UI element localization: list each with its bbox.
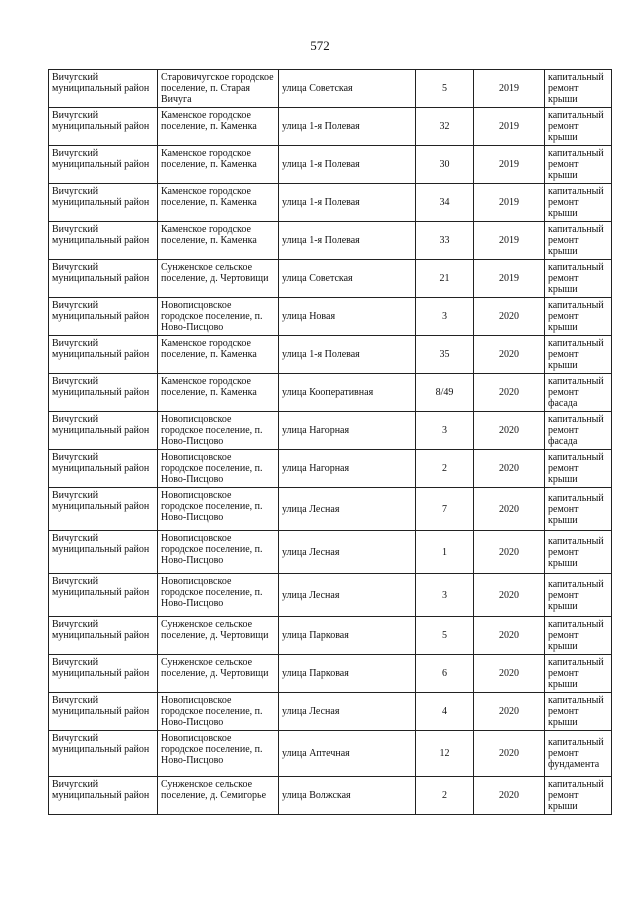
district-cell: Вичугский муниципальный район [49,146,158,184]
district-cell: Вичугский муниципальный район [49,693,158,731]
settlement-cell: Каменское городское поселение, п. Каменка [158,146,279,184]
settlement-cell: Сунженское сельское поселение, д. Чертовищи [158,617,279,655]
work-type-cell: капитальный ремонт крыши [545,336,612,374]
settlement-cell: Сунженское сельское поселение, д. Семигорье [158,777,279,815]
street-cell: улица 1-я Полевая [279,184,416,222]
district-cell: Вичугский муниципальный район [49,488,158,531]
street-cell: улица Лесная [279,488,416,531]
settlement-cell: Новописцовское городское поселение, п. Ново-Писцово [158,298,279,336]
house-number-cell: 35 [416,336,474,374]
work-type-cell: капитальный ремонт крыши [545,450,612,488]
street-cell: улица 1-я Полевая [279,336,416,374]
table-row [49,412,612,450]
work-type-cell: капитальный ремонт крыши [545,108,612,146]
year-cell: 2020 [474,655,545,693]
year-cell: 2019 [474,70,545,108]
table-row [49,222,612,260]
settlement-cell: Новописцовское городское поселение, п. Ново-Писцово [158,574,279,617]
house-number-cell: 3 [416,298,474,336]
work-type-cell: капитальный ремонт крыши [545,70,612,108]
settlement-cell: Новописцовское городское поселение, п. Ново-Писцово [158,531,279,574]
street-cell: улица Лесная [279,574,416,617]
year-cell: 2020 [474,531,545,574]
house-number-cell: 2 [416,450,474,488]
table-row [49,450,612,488]
table-row [49,693,612,731]
house-number-cell: 3 [416,412,474,450]
work-type-cell: капитальный ремонт крыши [545,777,612,815]
work-type-cell: капитальный ремонт фасада [545,412,612,450]
house-number-cell: 7 [416,488,474,531]
street-cell: улица 1-я Полевая [279,222,416,260]
street-cell: улица 1-я Полевая [279,108,416,146]
settlement-cell: Каменское городское поселение, п. Каменка [158,108,279,146]
year-cell: 2020 [474,693,545,731]
settlement-cell: Каменское городское поселение, п. Каменка [158,374,279,412]
district-cell: Вичугский муниципальный район [49,655,158,693]
work-type-cell: капитальный ремонт крыши [545,693,612,731]
works-table-body [49,70,612,815]
district-cell: Вичугский муниципальный район [49,412,158,450]
street-cell: улица Парковая [279,655,416,693]
work-type-cell: капитальный ремонт крыши [545,222,612,260]
table-row [49,298,612,336]
table-row [49,108,612,146]
district-cell: Вичугский муниципальный район [49,731,158,777]
street-cell: улица Волжская [279,777,416,815]
work-type-cell: капитальный ремонт крыши [545,655,612,693]
district-cell: Вичугский муниципальный район [49,70,158,108]
year-cell: 2020 [474,412,545,450]
district-cell: Вичугский муниципальный район [49,777,158,815]
district-cell: Вичугский муниципальный район [49,108,158,146]
work-type-cell: капитальный ремонт крыши [545,574,612,617]
year-cell: 2019 [474,222,545,260]
house-number-cell: 5 [416,70,474,108]
year-cell: 2020 [474,777,545,815]
year-cell: 2020 [474,488,545,531]
house-number-cell: 3 [416,574,474,617]
house-number-cell: 2 [416,777,474,815]
year-cell: 2020 [474,336,545,374]
settlement-cell: Сунженское сельское поселение, д. Чертовищи [158,655,279,693]
table-row [49,70,612,108]
year-cell: 2020 [474,731,545,777]
table-row [49,617,612,655]
settlement-cell: Новописцовское городское поселение, п. Ново-Писцово [158,412,279,450]
table-row [49,146,612,184]
house-number-cell: 12 [416,731,474,777]
settlement-cell: Новописцовское городское поселение, п. Ново-Писцово [158,731,279,777]
house-number-cell: 4 [416,693,474,731]
year-cell: 2019 [474,108,545,146]
street-cell: улица Лесная [279,693,416,731]
house-number-cell: 5 [416,617,474,655]
year-cell: 2020 [474,574,545,617]
settlement-cell: Новописцовское городское поселение, п. Ново-Писцово [158,450,279,488]
work-type-cell: капитальный ремонт крыши [545,488,612,531]
work-type-cell: капитальный ремонт крыши [545,184,612,222]
table-row [49,336,612,374]
table-row [49,260,612,298]
house-number-cell: 30 [416,146,474,184]
street-cell: улица Кооперативная [279,374,416,412]
work-type-cell: капитальный ремонт фасада [545,374,612,412]
house-number-cell: 33 [416,222,474,260]
settlement-cell: Новописцовское городское поселение, п. Ново-Писцово [158,693,279,731]
settlement-cell: Старовичугское городское поселение, п. Старая Вичуга [158,70,279,108]
settlement-cell: Каменское городское поселение, п. Каменка [158,336,279,374]
settlement-cell: Новописцовское городское поселение, п. Ново-Писцово [158,488,279,531]
street-cell: улица Нагорная [279,450,416,488]
year-cell: 2020 [474,374,545,412]
district-cell: Вичугский муниципальный район [49,336,158,374]
street-cell: улица Новая [279,298,416,336]
table-row [49,184,612,222]
settlement-cell: Каменское городское поселение, п. Каменка [158,222,279,260]
district-cell: Вичугский муниципальный район [49,298,158,336]
street-cell: улица Советская [279,260,416,298]
district-cell: Вичугский муниципальный район [49,574,158,617]
street-cell: улица 1-я Полевая [279,146,416,184]
year-cell: 2020 [474,617,545,655]
house-number-cell: 1 [416,531,474,574]
table-row [49,777,612,815]
table-row [49,488,612,531]
works-table [48,69,612,815]
district-cell: Вичугский муниципальный район [49,531,158,574]
district-cell: Вичугский муниципальный район [49,617,158,655]
district-cell: Вичугский муниципальный район [49,374,158,412]
page-number: 572 [310,38,330,53]
settlement-cell: Каменское городское поселение, п. Каменка [158,184,279,222]
district-cell: Вичугский муниципальный район [49,184,158,222]
table-row [49,531,612,574]
year-cell: 2020 [474,450,545,488]
district-cell: Вичугский муниципальный район [49,260,158,298]
year-cell: 2019 [474,184,545,222]
work-type-cell: капитальный ремонт фундамента [545,731,612,777]
street-cell: улица Лесная [279,531,416,574]
house-number-cell: 21 [416,260,474,298]
year-cell: 2019 [474,146,545,184]
street-cell: улица Аптечная [279,731,416,777]
year-cell: 2020 [474,298,545,336]
work-type-cell: капитальный ремонт крыши [545,146,612,184]
work-type-cell: капитальный ремонт крыши [545,298,612,336]
house-number-cell: 6 [416,655,474,693]
street-cell: улица Парковая [279,617,416,655]
work-type-cell: капитальный ремонт крыши [545,617,612,655]
work-type-cell: капитальный ремонт крыши [545,260,612,298]
table-row [49,574,612,617]
district-cell: Вичугский муниципальный район [49,222,158,260]
year-cell: 2019 [474,260,545,298]
street-cell: улица Нагорная [279,412,416,450]
table-row [49,655,612,693]
settlement-cell: Сунженское сельское поселение, д. Чертовищи [158,260,279,298]
table-row [49,374,612,412]
work-type-cell: капитальный ремонт крыши [545,531,612,574]
house-number-cell: 34 [416,184,474,222]
house-number-cell: 32 [416,108,474,146]
table-row [49,731,612,777]
district-cell: Вичугский муниципальный район [49,450,158,488]
street-cell: улица Советская [279,70,416,108]
house-number-cell: 8/49 [416,374,474,412]
